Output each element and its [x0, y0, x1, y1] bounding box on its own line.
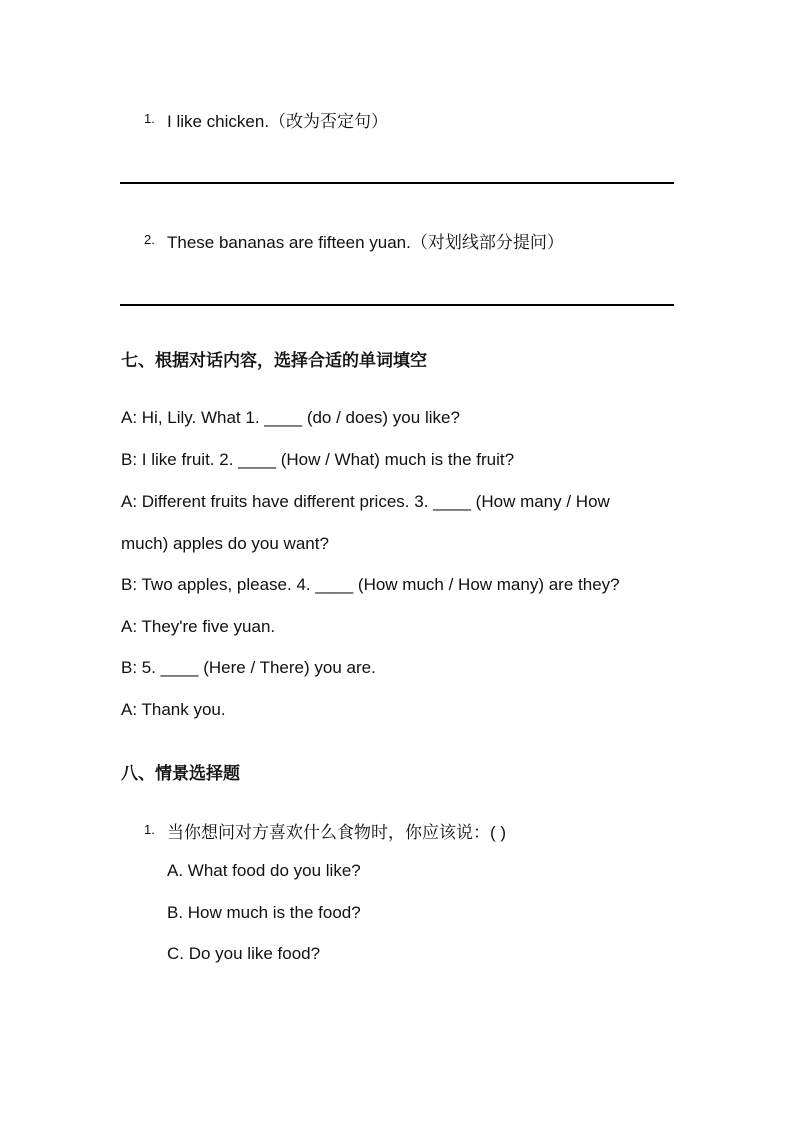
dialogue-line: A: They're five yuan.	[121, 617, 276, 636]
dialogue-line: A: Thank you.	[121, 700, 226, 719]
dialogue-line: A: Hi, Lily. What 1. ____ (do / does) you like?	[121, 408, 460, 427]
section-heading: 七、根据对话内容，选择合适的单词填空	[121, 351, 427, 370]
question-number: 2.	[144, 232, 155, 247]
question-text: 当你想问对方喜欢什么食物时，你应该说：( )	[167, 823, 507, 842]
section-heading: 八、情景选择题	[121, 764, 240, 783]
choice-option: A. What food do you like?	[167, 861, 361, 880]
question-number: 1.	[144, 822, 155, 837]
answer-line	[120, 182, 674, 184]
question-text: I like chicken.（改为否定句）	[167, 112, 389, 131]
question-text: These bananas are fifteen yuan.（对划线部分提问）	[167, 233, 564, 252]
dialogue-line: B: 5. ____ (Here / There) you are.	[121, 658, 376, 677]
dialogue-line: A: Different fruits have different prices. 3. ____ (How many / How	[121, 492, 610, 511]
answer-line	[120, 304, 674, 306]
question-number: 1.	[144, 111, 155, 126]
choice-option: C. Do you like food?	[167, 944, 321, 963]
dialogue-line: much) apples do you want?	[121, 534, 329, 553]
dialogue-line: B: I like fruit. 2. ____ (How / What) much is the fruit?	[121, 450, 515, 469]
dialogue-line: B: Two apples, please. 4. ____ (How much / How many) are they?	[121, 575, 620, 594]
choice-option: B. How much is the food?	[167, 903, 361, 922]
